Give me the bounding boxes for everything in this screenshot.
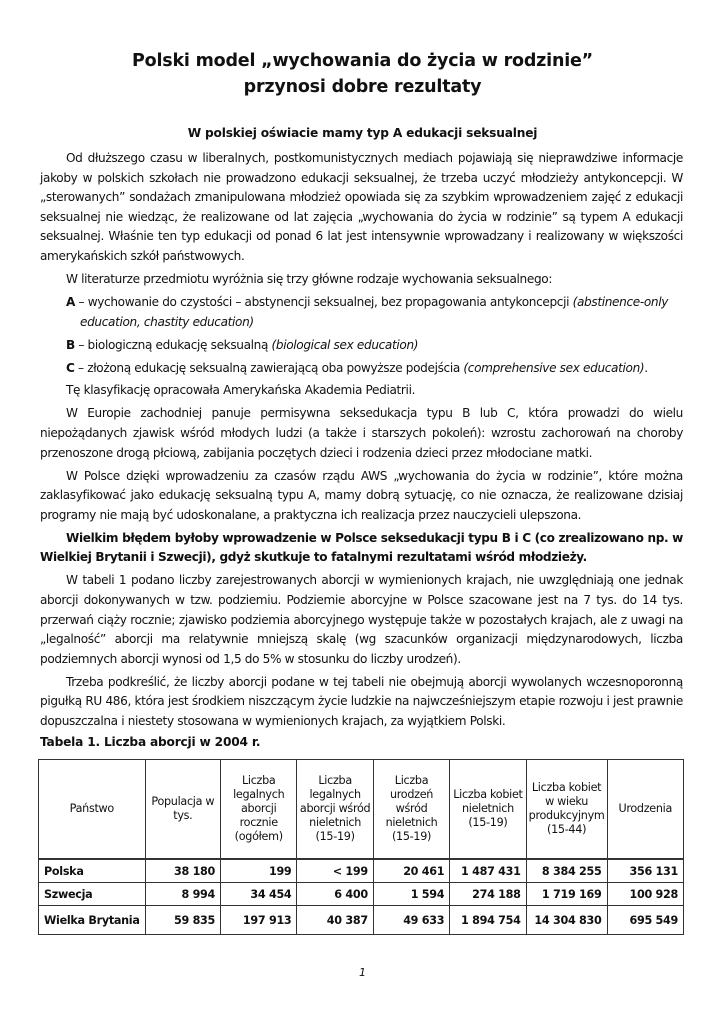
cell-population: 59 835 [145,906,220,935]
list-english-term: (biological sex education) [271,337,419,352]
table-row [39,906,684,935]
cell-women-reproductive-age: 14 304 830 [526,906,607,935]
title-line-1: Polski model „wychowania do życia w rodzinie” [132,51,593,71]
document-title [0,48,725,100]
cell-legal-abortions-total: 199 [221,859,297,883]
cell-women-reproductive-age: 8 384 255 [526,859,607,883]
header-births: Urodzenia [607,760,684,860]
cell-women-reproductive-age: 1 719 169 [526,883,607,906]
title-line-2: przynosi dobre rezultaty [243,77,482,97]
list-text: – biologiczną edukację seksualną [74,337,272,352]
list-english-term: (comprehensive sex education) [463,360,645,375]
cell-country: Polska [39,859,146,883]
header-female-minors: Liczba kobiet nieletnich (15-19) [450,760,526,860]
table-row [39,859,684,883]
table-caption: Tabela 1. Liczba aborcji w 2004 r. [40,735,261,749]
header-country: Państwo [39,760,146,860]
header-births-minors: Liczba urodzeń wśród nieletnich (15-19) [373,760,449,860]
list-text: – złożoną edukację seksualną zawierającą oba powyższe podejścia [74,360,464,375]
cell-births-minors: 20 461 [373,859,449,883]
list-english-term: (abstinence-only education, chastity education) [80,294,669,329]
cell-population: 38 180 [145,859,220,883]
cell-population: 8 994 [145,883,220,906]
list-letter: C [66,360,75,375]
cell-legal-abortions-minors: < 199 [297,859,373,883]
cell-country: Wielka Brytania [39,906,146,935]
cell-births: 695 549 [607,906,684,935]
cell-births-minors: 1 594 [373,883,449,906]
list-letter: A [66,294,76,309]
header-women-reproductive-age: Liczba kobiet w wieku produkcyjnym (15-44) [526,760,607,860]
paragraph: Trzeba podkreślić, że liczby aborcji podane w tej tabeli nie obejmują aborcji wywolanych wczesnoporonną pigułką RU 486, która jest środkiem niszczącym życie ludzkie na najwcześniejszym etapie rozwoju i jest prawnie dopuszczalna i niestety stosowana w wymienionych krajach, za wyjątkiem Polski. [40,674,683,728]
emphasis-paragraph: Wielkim błędem byłoby wprowadzenie w Polsce seksedukacji typu B i C (co zrealizowano np. w Wielkiej Brytanii i Szwecji), gdyż skutkuje to fatalnymi rezultatami wśród młodzieży. [40,530,683,565]
cell-legal-abortions-minors: 6 400 [297,883,373,906]
table-row [39,883,684,906]
list-item-b [40,336,683,356]
paragraph: W literaturze przedmiotu wyróżnia się trzy główne rodzaje wychowania seksualnego: [66,271,553,286]
header-population: Populacja w tys. [145,760,220,860]
paragraph: W tabeli 1 podano liczby zarejestrowanych aborcji w wymienionych krajach, nie uwzględniają one jednak aborcji dokonywanych w tzw. podziemiu. Podziemie aborcyjne w Polsce szacowane jest na 7 tys. do 14 tys. przerwań ciąży rocznie; zjawisko podziemia aborcyjnego występuje także w pozostałych krajach, ale z uwagi na „legalność” aborcji ma relatywnie mniejszą skalę (wg szacunków organizacji międzynarodowych, liczba podziemnych aborcji wynosi od 1,5 do 5% w stosunku do liczby urodzeń). [40,573,683,666]
list-item-c [40,359,683,379]
article-body [40,149,683,735]
section-heading: W polskiej oświacie mamy typ A edukacji seksualnej [187,126,538,140]
paragraph: Od dłuższego czasu w liberalnych, postkomunistycznych mediach pojawiają się nieprawdziwe informacje jakoby w polskich szkołach nie prowadzono edukacji seksualnej, że trzeba uczyć młodzieży antykoncepcji. W „sterowanych” sondażach zmanipulowana młodzież opowiada się za szybkim wprowadzeniem zajęć z edukacji seksualnej nie wiedząc, że realizowane od lat zajęcia „wychowania do życia w rodzinie” są typem A edukacji seksualnej. Właśnie ten typ edukacji od ponad 6 lat jest intensywnie wprowadzany i realizowany w większości amerykańskich szkół państwowych. [40,151,683,263]
cell-legal-abortions-total: 34 454 [221,883,297,906]
paragraph: W Europie zachodniej panuje permisywna seksedukacja typu B lub C, która prowadzi do wielu niepożądanych zjawisk wśród młodych ludzi (a także i starszych pokoleń): wzrostu zachorowań na choroby przenoszone drogą płciową, zabijania poczętych dzieci i rodzenia dzieci przez młodociane matki. [40,406,683,460]
header-legal-abortions-total: Liczba legalnych aborcji rocznie (ogółem) [221,760,297,860]
cell-births: 100 928 [607,883,684,906]
table-header-row [39,760,684,860]
list-item-a [40,293,683,332]
list-tail: . [644,360,648,375]
list-text: – wychowanie do czystości – abstynencji seksualnej, bez propagowania antykoncepcji [75,294,573,309]
cell-births: 356 131 [607,859,684,883]
paragraph: Tę klasyfikację opracowała Amerykańska Akademia Pediatrii. [66,383,416,398]
cell-female-minors: 274 188 [450,883,526,906]
abortion-statistics-table [38,759,684,935]
page-number: 1 [359,966,366,979]
cell-legal-abortions-total: 197 913 [221,906,297,935]
cell-female-minors: 1 894 754 [450,906,526,935]
cell-legal-abortions-minors: 40 387 [297,906,373,935]
header-legal-abortions-minors: Liczba legalnych aborcji wśród nieletnich (15-19) [297,760,373,860]
cell-female-minors: 1 487 431 [450,859,526,883]
paragraph: W Polsce dzięki wprowadzeniu za czasów rządu AWS „wychowania do życia w rodzinie”, które można zaklasyfikować jako edukację seksualną typu A, mamy dobrą sytuację, co nie oznacza, że realizowane dzisiaj programy nie mają być udoskonalane, a praktyczna ich realizacja przez nauczycieli ulepszona. [40,468,683,522]
cell-births-minors: 49 633 [373,906,449,935]
cell-country: Szwecja [39,883,146,906]
list-letter: B [66,337,75,352]
